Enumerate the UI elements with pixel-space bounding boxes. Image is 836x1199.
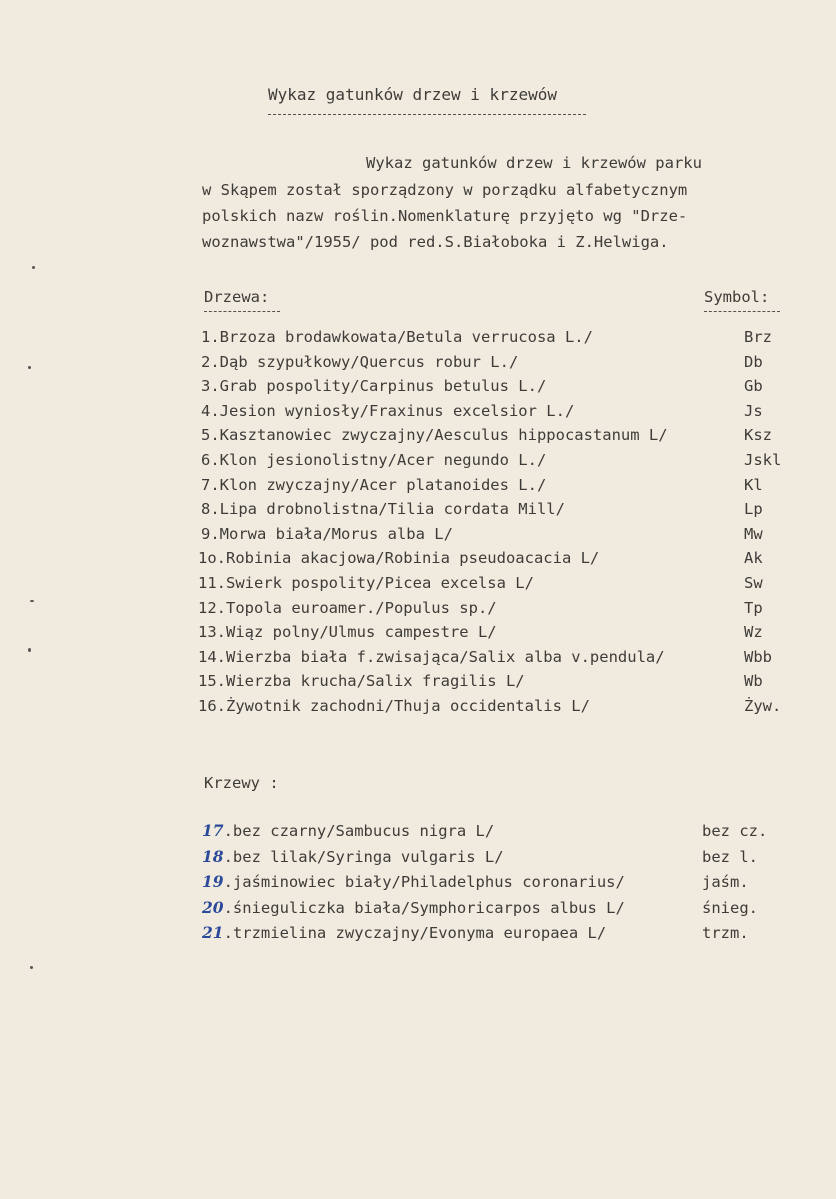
tree-symbol: Gb bbox=[744, 377, 763, 396]
tree-symbol: Js bbox=[744, 401, 763, 420]
trees-header: Drzewa: bbox=[204, 288, 270, 306]
tree-symbol: Wz bbox=[744, 623, 763, 642]
tree-symbol: Wbb bbox=[744, 647, 772, 666]
intro-line-3: polskich nazw roślin.Nomenklaturę przyjęto wg "Drze- bbox=[202, 207, 688, 225]
shrub-number-handwritten: 17 bbox=[202, 821, 224, 840]
symbol-header: Symbol: bbox=[704, 288, 770, 306]
tree-entry: 12.Topola euroamer./Populus sp./ bbox=[198, 598, 497, 617]
tree-entry: 13.Wiąz polny/Ulmus campestre L/ bbox=[198, 623, 497, 642]
tree-symbol: Lp bbox=[744, 500, 763, 519]
tree-entry: 6.Klon jesionolistny/Acer negundo L./ bbox=[201, 451, 547, 469]
shrub-number-handwritten: 18 bbox=[202, 846, 224, 866]
tree-symbol: Jskl bbox=[744, 451, 782, 469]
tree-symbol: Mw bbox=[744, 524, 763, 543]
tree-symbol: Db bbox=[744, 352, 763, 371]
shrub-number-handwritten: 20 bbox=[202, 897, 224, 917]
tree-entry: 1.Brzoza brodawkowata/Betula verrucosa L./ bbox=[201, 328, 593, 346]
tree-entry: 5.Kasztanowiec zwyczajny/Aesculus hippocastanum L/ bbox=[201, 426, 668, 445]
shrub-name: .śnieguliczka biała/Symphoricarpos albus L/ bbox=[223, 898, 625, 917]
tree-entry: 15.Wierzba krucha/Salix fragilis L/ bbox=[198, 672, 525, 691]
tree-entry: 11.Swierk pospolity/Picea excelsa L/ bbox=[198, 574, 534, 592]
shrub-name: .trzmielina zwyczajny/Evonyma europaea L/ bbox=[223, 924, 607, 942]
shrub-symbol: jaśm. bbox=[702, 873, 749, 891]
tree-symbol: Ak bbox=[744, 549, 763, 568]
tree-entry: 7.Klon zwyczajny/Acer platanoides L./ bbox=[201, 475, 547, 494]
shrub-entry bbox=[202, 899, 625, 917]
tree-symbol: Żyw. bbox=[744, 697, 782, 715]
shrub-name: .bez lilak/Syringa vulgaris L/ bbox=[223, 847, 504, 866]
shrub-number-handwritten: 19 bbox=[202, 872, 224, 891]
tree-symbol: Kl bbox=[744, 475, 763, 494]
shrub-symbol: bez l. bbox=[702, 847, 758, 866]
document-title: Wykaz gatunków drzew i krzewów bbox=[268, 85, 557, 104]
tree-entry: 3.Grab pospolity/Carpinus betulus L./ bbox=[201, 377, 547, 396]
margin-mark bbox=[28, 366, 31, 369]
margin-mark bbox=[28, 648, 31, 652]
shrub-number-handwritten: 21 bbox=[202, 923, 224, 942]
shrubs-header: Krzewy : bbox=[204, 774, 279, 792]
tree-entry: 14.Wierzba biała f.zwisająca/Salix alba v.pendula/ bbox=[198, 647, 665, 666]
tree-entry: 8.Lipa drobnolistna/Tilia cordata Mill/ bbox=[201, 500, 565, 519]
tree-symbol: Tp bbox=[744, 598, 763, 617]
shrub-entry bbox=[202, 848, 504, 866]
shrub-symbol: śnieg. bbox=[702, 898, 758, 917]
shrub-entry bbox=[202, 822, 494, 840]
shrub-entry bbox=[202, 873, 625, 891]
symbol-header-underline bbox=[704, 311, 780, 312]
shrub-name: .bez czarny/Sambucus nigra L/ bbox=[223, 822, 495, 840]
tree-entry: 9.Morwa biała/Morus alba L/ bbox=[201, 524, 453, 543]
shrub-name: .jaśminowiec biały/Philadelphus coronarius/ bbox=[223, 873, 625, 891]
title-underline bbox=[268, 114, 586, 115]
intro-line-2: w Skąpem został sporządzony w porządku alfabetycznym bbox=[202, 181, 688, 199]
tree-entry: 4.Jesion wyniosły/Fraxinus excelsior L./ bbox=[201, 401, 575, 420]
trees-header-underline bbox=[204, 311, 280, 312]
margin-mark bbox=[30, 966, 33, 969]
tree-symbol: Ksz bbox=[744, 426, 772, 445]
tree-symbol: Sw bbox=[744, 574, 763, 592]
tree-entry: 2.Dąb szypułkowy/Quercus robur L./ bbox=[201, 352, 519, 371]
shrub-symbol: bez cz. bbox=[702, 822, 768, 840]
margin-mark bbox=[32, 266, 35, 269]
tree-symbol: Wb bbox=[744, 672, 763, 691]
shrub-entry bbox=[202, 924, 606, 942]
tree-entry: 16.Żywotnik zachodni/Thuja occidentalis L/ bbox=[198, 697, 590, 715]
shrub-symbol: trzm. bbox=[702, 924, 749, 942]
tree-symbol: Brz bbox=[744, 328, 772, 346]
tree-entry: 1o.Robinia akacjowa/Robinia pseudoacacia L/ bbox=[198, 549, 600, 568]
intro-line-1: Wykaz gatunków drzew i krzewów parku bbox=[366, 154, 702, 172]
margin-mark bbox=[30, 600, 34, 602]
intro-line-4: woznawstwa"/1955/ pod red.S.Białoboka i Z.Helwiga. bbox=[202, 233, 669, 251]
